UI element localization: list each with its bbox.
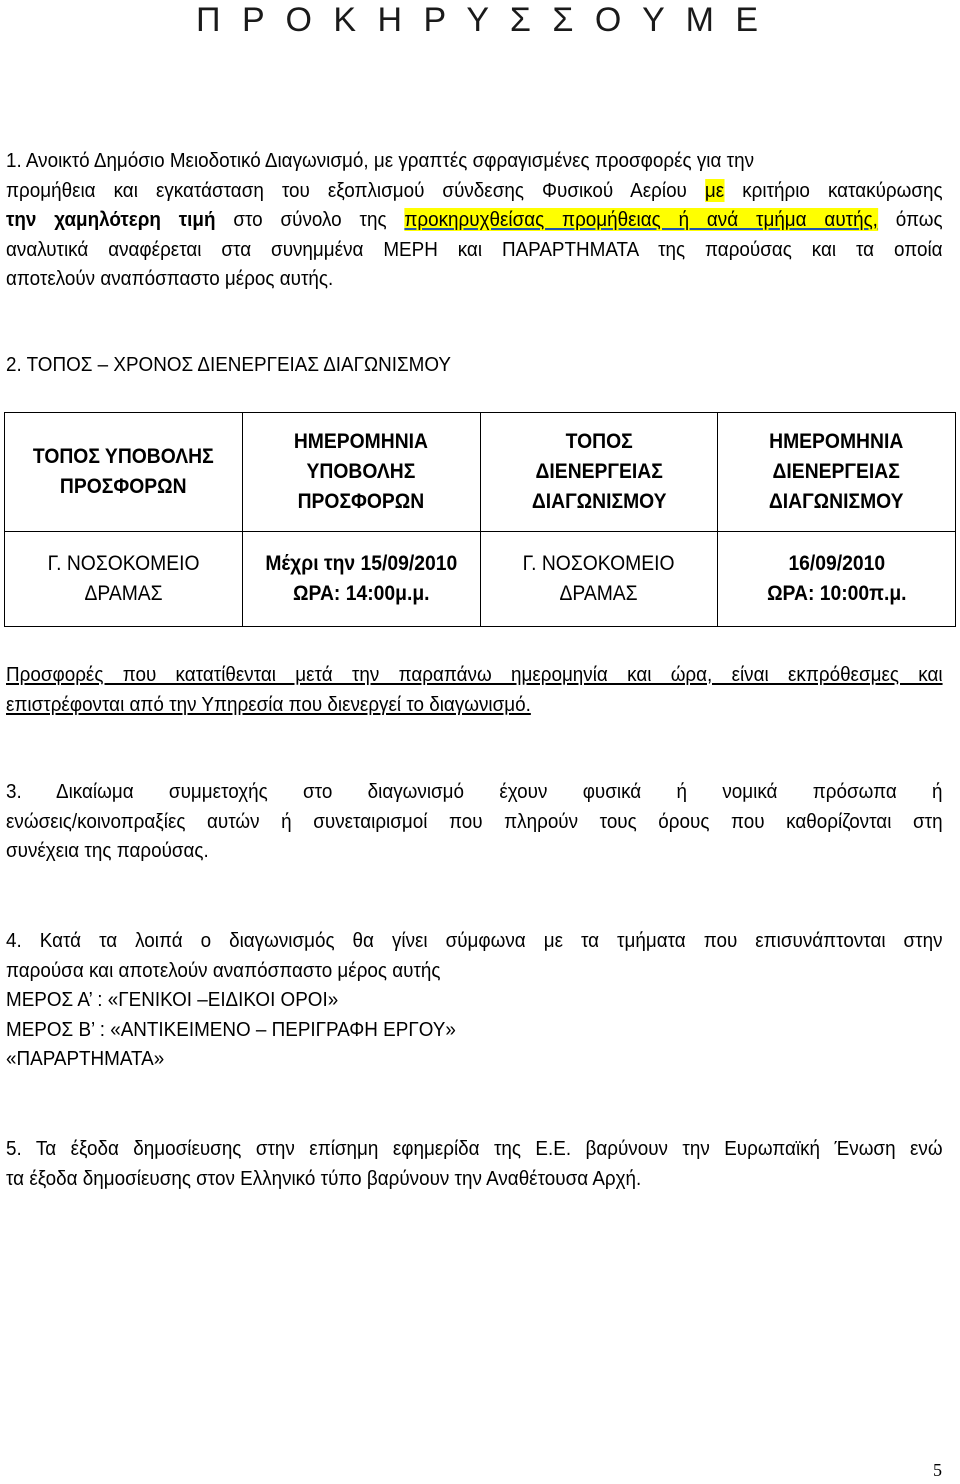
item-4-line-1: 4. Κατά τα λοιπά ο διαγωνισμός θα γίνει σύμφωνα με τα τμήματα που επισυνάπτονται στην: [6, 929, 943, 952]
cell-text: Γ. ΝΟΣΟΚΟΜΕΙΟ: [522, 552, 675, 575]
item-3-line-3: συνέχεια της παρούσας.: [6, 839, 209, 862]
late-offers-note: [6, 660, 943, 719]
item-1-highlight-procurement: προκηρυχθείσας προμήθειας ή ανά τμήμα αυτής,: [404, 208, 878, 231]
header-text: ΔΙΑΓΩΝΙΣΜΟΥ: [769, 490, 904, 513]
item-1-highlight-me: με: [704, 178, 725, 202]
header-text: ΗΜΕΡΟΜΗΝΙΑ: [294, 430, 429, 453]
item-1-line-1: 1. Ανοικτό Δημόσιο Μειοδοτικό Διαγωνισμό, με γραπτές σφραγισμένες προσφορές για την: [6, 149, 755, 172]
note-line-1: Προσφορές που κατατίθενται μετά την παραπάνω ημερομηνία και ώρα, είναι εκπρόθεσμες και: [6, 663, 943, 686]
cell-text: ΔΡΑΜΑΣ: [84, 582, 163, 605]
item-2-heading: 2. ΤΟΠΟΣ – ΧΡΟΝΟΣ ΔΙΕΝΕΡΓΕΙΑΣ ΔΙΑΓΩΝΙΣΜΟΥ: [6, 353, 451, 376]
cell-text: Γ. ΝΟΣΟΚΟΜΕΙΟ: [47, 552, 200, 575]
header-text: ΗΜΕΡΟΜΗΝΙΑ: [769, 430, 904, 453]
item-3-line-2: ενώσεις/κοινοπραξίες αυτών ή συνεταιρισμοί που πληρούν τους όρους που καθορίζονται στη: [6, 809, 943, 833]
value-conduct-place: [480, 532, 718, 627]
cell-text: Μέχρι την 15/09/2010: [265, 552, 458, 575]
item-5-paragraph: [6, 1134, 943, 1193]
item-1-line-2: [6, 176, 943, 206]
cell-text: ΩΡΑ: 14:00μ.μ.: [292, 582, 430, 605]
header-submission-place: [5, 413, 243, 532]
item-4-paragraph: [6, 926, 943, 1074]
table-header-row: [5, 413, 956, 532]
header-text: ΔΙΑΓΩΝΙΣΜΟΥ: [531, 490, 667, 513]
header-conduct-date: [718, 413, 956, 532]
item-4-part-b: ΜΕΡΟΣ Β’ : «ΑΝΤΙΚΕΙΜΕΝΟ – ΠΕΡΙΓΡΑΦΗ ΕΡΓΟΥ»: [6, 1017, 456, 1041]
header-text: ΤΟΠΟΣ: [565, 430, 633, 453]
table-row: [5, 532, 956, 627]
header-text: ΠΡΟΣΦΟΡΩΝ: [60, 475, 187, 498]
item-1-line-3-a: στο σύνολο της: [215, 208, 405, 231]
item-5-line-2: τα έξοδα δημοσίευσης στον Ελληνικό τύπο βαρύνουν την Αναθέτουσα Αρχή.: [6, 1166, 642, 1190]
item-1-line-3-b: όπως: [877, 208, 943, 231]
tender-schedule-table: [4, 412, 956, 627]
header-text: ΤΟΠΟΣ ΥΠΟΒΟΛΗΣ: [32, 445, 214, 468]
item-3-paragraph: [6, 777, 943, 866]
item-3-line-1: 3. Δικαίωμα συμμετοχής στο διαγωνισμό έχουν φυσικά ή νομικά πρόσωπα ή: [6, 780, 943, 803]
value-conduct-date: [718, 532, 956, 627]
header-text: ΔΙΕΝΕΡΓΕΙΑΣ: [772, 460, 901, 483]
item-4-part-a: ΜΕΡΟΣ Α’ : «ΓΕΝΙΚΟΙ –ΕΙΔΙΚΟΙ ΟΡΟΙ»: [6, 988, 339, 1011]
item-1-line-3: [6, 205, 943, 235]
item-1-line-2-a: προμήθεια και εγκατάσταση του εξοπλισμού σύνδεσης Φυσικού Αερίου: [6, 178, 705, 202]
value-submission-date: [242, 532, 480, 627]
header-submission-date: [242, 413, 480, 532]
header-text: ΥΠΟΒΟΛΗΣ: [306, 460, 416, 483]
item-1-line-5: αποτελούν αναπόσπαστο μέρος αυτής.: [6, 267, 334, 290]
item-4-line-2: παρούσα και αποτελούν αναπόσπαστο μέρος αυτής: [6, 958, 441, 982]
header-conduct-place: [480, 413, 718, 532]
header-text: ΠΡΟΣΦΟΡΩΝ: [297, 490, 425, 513]
page-title: Π Ρ Ο Κ Η Ρ Υ Σ Σ Ο Υ Μ Ε: [195, 1, 765, 39]
note-line-2: επιστρέφονται από την Υπηρεσία που διενεργεί το διαγωνισμό.: [6, 692, 531, 716]
cell-text: ΩΡΑ: 10:00π.μ.: [766, 582, 907, 605]
item-1-line-4: αναλυτικά αναφέρεται στα συνημμένα ΜΕΡΗ και ΠΑΡΑΡΤΗΜΑΤΑ της παρούσας και τα οποία: [6, 237, 943, 261]
item-1-paragraph: [6, 146, 943, 294]
item-1-line-2-b: κριτήριο κατακύρωσης: [724, 178, 943, 202]
header-text: ΔΙΕΝΕΡΓΕΙΑΣ: [535, 460, 663, 483]
cell-text: ΔΡΑΜΑΣ: [559, 582, 638, 605]
page-number: 5: [933, 1460, 942, 1480]
item-4-annexes: «ΠΑΡΑΡΤΗΜΑΤΑ»: [6, 1047, 165, 1070]
cell-text: 16/09/2010: [788, 552, 885, 575]
item-5-line-1: 5. Τα έξοδα δημοσίευσης στην επίσημη εφημερίδα της Ε.Ε. βαρύνουν την Ευρωπαϊκή Ένωση ενώ: [6, 1137, 943, 1160]
item-1-lowest-price: την χαμηλότερη τιμή: [6, 208, 216, 231]
value-submission-place: [5, 532, 243, 627]
